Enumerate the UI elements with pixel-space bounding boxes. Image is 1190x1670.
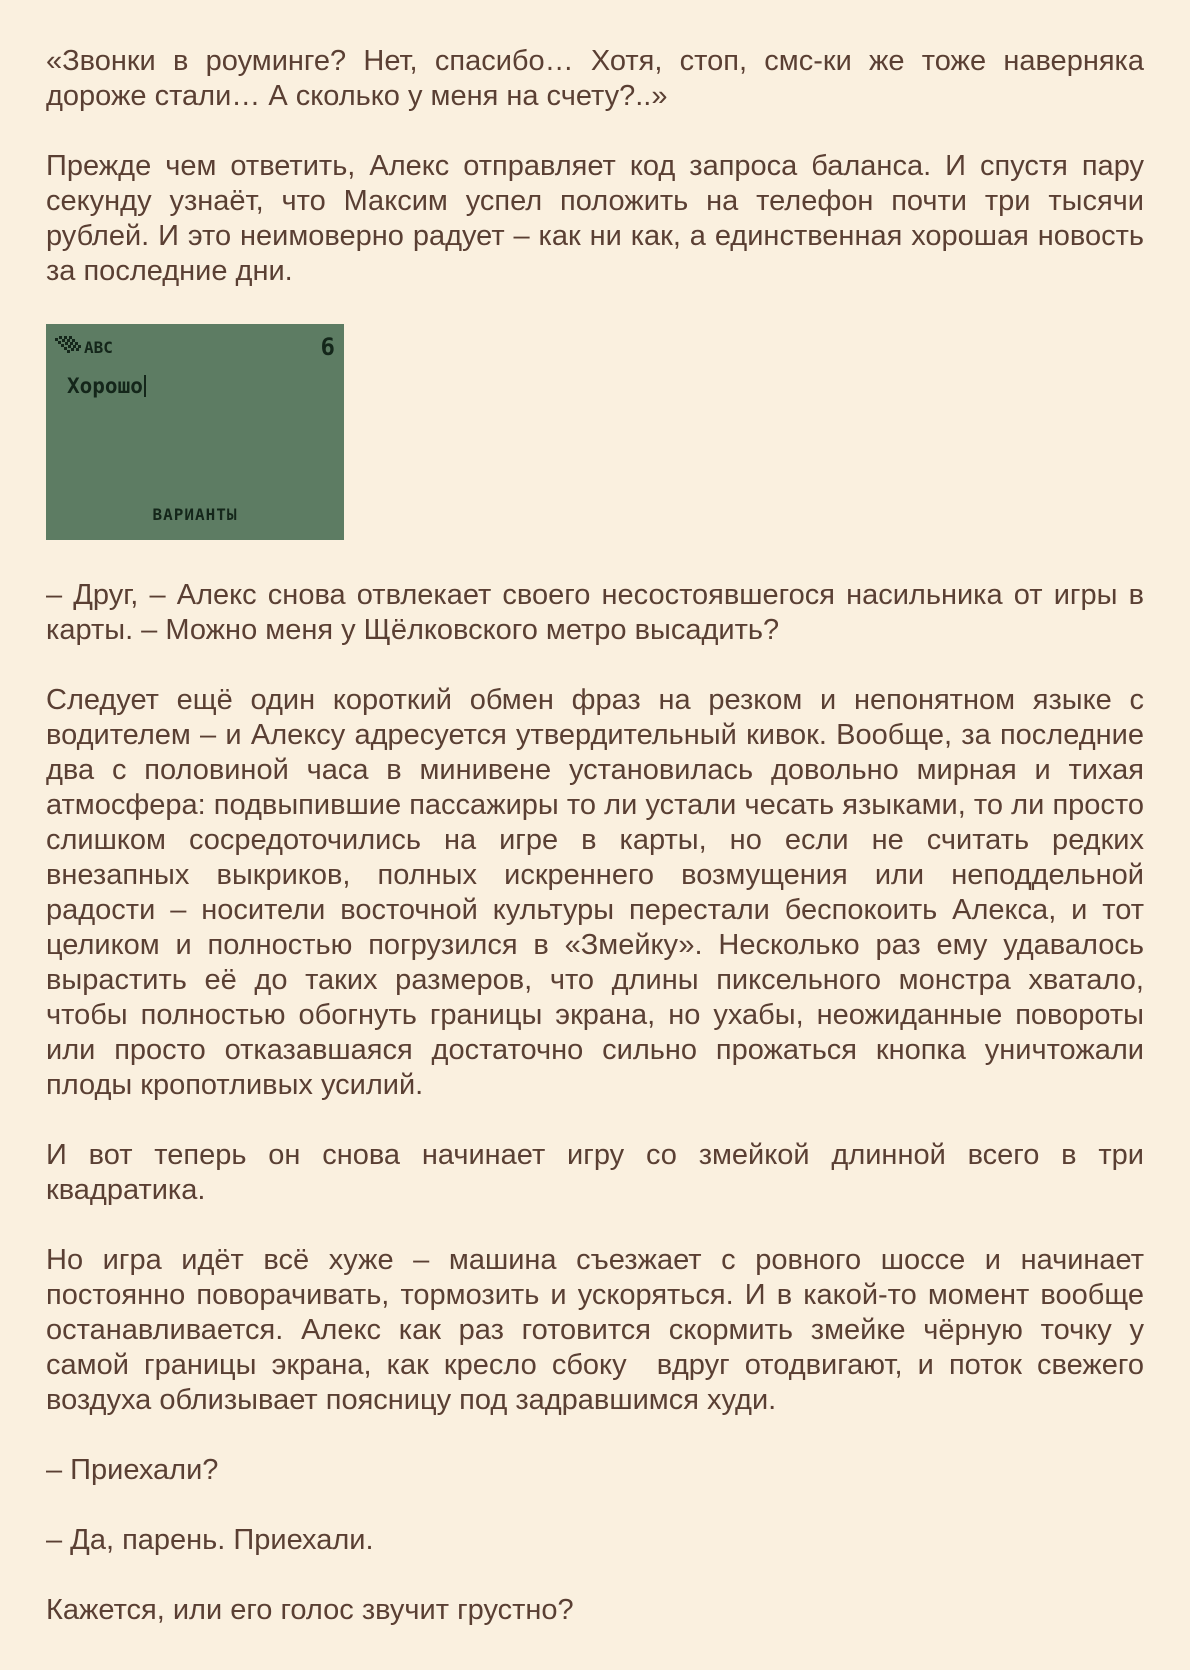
- character-count: 6: [320, 333, 335, 361]
- paragraph: Следует ещё один короткий обмен фраз на резком и непонятном языке с водителем – и Алексу адресуется утвердительный кивок. Вообще, за последние два с половиной часа в минивене установилась довольно мирная и тихая атмосфера: подвыпившие пассажиры то ли устали чесать языками, то ли просто слишком сосредоточились на игре в карты, но если не считать редких внезапных выкриков, полных искреннего возмущения или неподдельной радости – носители восточной культуры перестали беспокоить Алекса, и тот целиком и полностью погрузился в «Змейку». Несколько раз ему удавалось вырастить её до таких размеров, что длины пиксельного монстра хватало, чтобы полностью обогнуть границы экрана, но ухабы, неожиданные повороты или просто отказавшаяся достаточно сильно прожаться кнопка уничтожали плоды кропотливых усилий.: [46, 684, 1153, 1101]
- paragraph: И вот теперь он снова начинает игру со змейкой длинной всего в три квадратика.: [46, 1139, 1153, 1206]
- signal-strength-icon: [55, 336, 81, 356]
- sms-text-field: [67, 374, 146, 398]
- paragraph: – Друг, – Алекс снова отвлекает своего несостоявшегося насильника от игры в карты. – Можно меня у Щёлковского метро высадить?: [46, 579, 1153, 646]
- input-mode-label: ABC: [84, 338, 113, 357]
- paragraph: – Да, парень. Приехали.: [46, 1524, 374, 1556]
- paragraph: «Звонки в роуминге? Нет, спасибо… Хотя, стоп, смс-ки же тоже наверняка дороже стали… А сколько у меня на счету?..»: [46, 45, 1153, 112]
- phone-screen-image: [46, 324, 344, 540]
- paragraph: Кажется, или его голос звучит грустно?: [46, 1594, 574, 1626]
- text-cursor: [144, 375, 146, 397]
- story-page: [46, 44, 1153, 1628]
- options-softkey: ВАРИАНТЫ: [152, 505, 238, 524]
- paragraph: Прежде чем ответить, Алекс отправляет код запроса баланса. И спустя пару секунду узнаёт, что Максим успел положить на телефон почти три тысячи рублей. И это неимоверно радует – как ни как, а единственная хорошая новость за последние дни.: [46, 150, 1153, 287]
- sms-typed-text: Хорошо: [67, 374, 143, 398]
- paragraph: Но игра идёт всё хуже – машина съезжает с ровного шоссе и начинает постоянно поворачивать, тормозить и ускоряться. И в какой-то момент вообще останавливается. Алекс как раз готовится скормить змейке чёрную точку у самой границы экрана, как кресло сбоку вдруг отодвигают, и поток свежего воздуха облизывает поясницу под задравшимся худи.: [46, 1244, 1153, 1416]
- paragraph: – Приехали?: [46, 1454, 219, 1486]
